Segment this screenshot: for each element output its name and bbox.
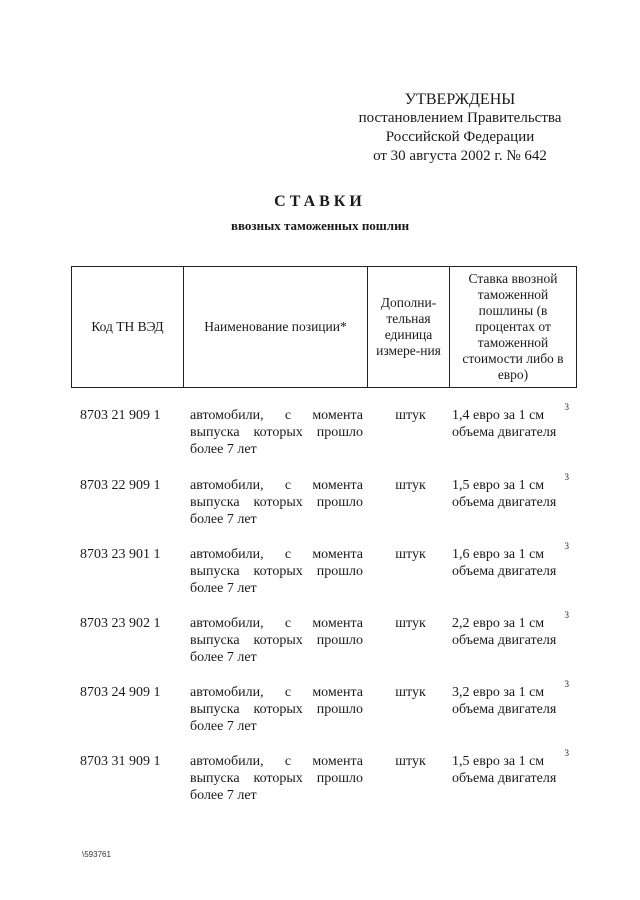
row-unit: штук bbox=[395, 616, 426, 631]
row-unit: штук bbox=[395, 408, 426, 423]
rate-exponent: 3 bbox=[564, 402, 569, 412]
header-rate: Ставка ввозной таможенной пошлины (в процентах от таможенной стоимости либо в евро) bbox=[450, 267, 577, 388]
header-code: Код ТН ВЭД bbox=[72, 267, 184, 388]
approval-line: постановлением Правительства bbox=[358, 110, 562, 126]
document-id: \593761 bbox=[82, 850, 111, 859]
rate-amount: 1,4 евро за 1 см bbox=[452, 408, 545, 423]
rate-suffix: объема двигателя bbox=[452, 425, 557, 440]
approval-date: от 30 августа 2002 г. № 642 bbox=[373, 148, 547, 164]
table-row bbox=[0, 679, 640, 748]
row-name: автомобили, с момента выпуска которых прошло более 7 лет bbox=[190, 685, 363, 734]
rate-amount: 2,2 евро за 1 см bbox=[452, 616, 545, 631]
approval-block bbox=[352, 90, 568, 166]
row-code: 8703 31 909 1 bbox=[80, 754, 161, 769]
table-row bbox=[0, 472, 640, 541]
row-code: 8703 23 901 1 bbox=[80, 547, 161, 562]
row-name: автомобили, с момента выпуска которых прошло более 7 лет bbox=[190, 547, 363, 596]
row-rate bbox=[452, 748, 569, 787]
rate-exponent: 3 bbox=[564, 472, 569, 482]
header-unit: Дополни-тельная единица измере-ния bbox=[368, 267, 450, 388]
header-name: Наименование позиции* bbox=[184, 267, 368, 388]
rate-amount: 1,5 евро за 1 см bbox=[452, 478, 545, 493]
row-rate bbox=[452, 610, 569, 649]
rate-suffix: объема двигателя bbox=[452, 564, 557, 579]
row-name: автомобили, с момента выпуска которых прошло более 7 лет bbox=[190, 478, 363, 527]
row-code: 8703 23 902 1 bbox=[80, 616, 161, 631]
document-title: СТАВКИ bbox=[274, 193, 366, 210]
document-subtitle: ввозных таможенных пошлин bbox=[230, 218, 410, 233]
row-unit: штук bbox=[395, 685, 426, 700]
table-row bbox=[0, 402, 640, 471]
table-row bbox=[0, 610, 640, 679]
rate-exponent: 3 bbox=[564, 748, 569, 758]
table-row bbox=[0, 541, 640, 610]
row-unit: штук bbox=[395, 547, 426, 562]
row-rate bbox=[452, 541, 569, 580]
row-unit: штук bbox=[395, 478, 426, 493]
rate-suffix: объема двигателя bbox=[452, 771, 557, 786]
rate-amount: 1,5 евро за 1 см bbox=[452, 754, 545, 769]
row-rate bbox=[452, 472, 569, 511]
table-header bbox=[71, 266, 577, 388]
approval-line: Российской Федерации bbox=[385, 129, 535, 145]
table-row bbox=[0, 748, 640, 817]
row-unit: штук bbox=[395, 754, 426, 769]
rate-amount: 3,2 евро за 1 см bbox=[452, 685, 545, 700]
rate-exponent: 3 bbox=[564, 679, 569, 689]
rate-suffix: объема двигателя bbox=[452, 702, 557, 717]
row-name: автомобили, с момента выпуска которых прошло более 7 лет bbox=[190, 616, 363, 665]
rate-suffix: объема двигателя bbox=[452, 633, 557, 648]
row-code: 8703 21 909 1 bbox=[80, 408, 161, 423]
rate-exponent: 3 bbox=[564, 610, 569, 620]
rate-amount: 1,6 евро за 1 см bbox=[452, 547, 545, 562]
row-name: автомобили, с момента выпуска которых прошло более 7 лет bbox=[190, 754, 363, 803]
row-code: 8703 24 909 1 bbox=[80, 685, 161, 700]
row-rate bbox=[452, 402, 569, 441]
rate-exponent: 3 bbox=[564, 541, 569, 551]
row-code: 8703 22 909 1 bbox=[80, 478, 161, 493]
approval-title: УТВЕРЖДЕНЫ bbox=[404, 91, 516, 108]
row-rate bbox=[452, 679, 569, 718]
row-name: автомобили, с момента выпуска которых прошло более 7 лет bbox=[190, 408, 363, 457]
rate-suffix: объема двигателя bbox=[452, 495, 557, 510]
